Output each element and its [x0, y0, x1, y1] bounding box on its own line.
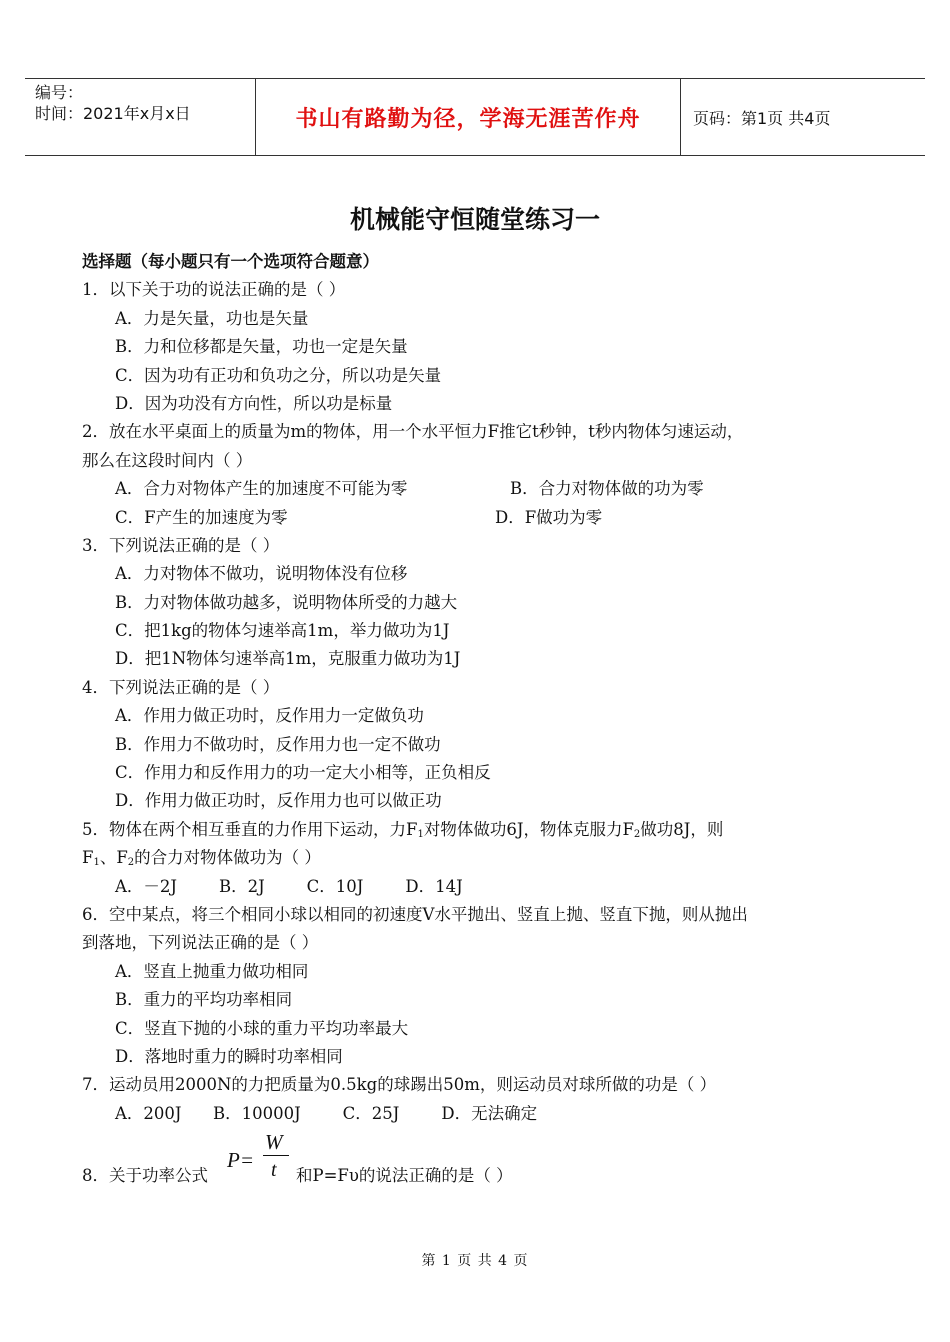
header-motto: 书山有路勤为径，学海无涯苦作舟 [255, 79, 681, 155]
q5-text-f: 的合力对物体做功为（ ） [134, 848, 321, 868]
q5-subscript-3: 1 [93, 857, 100, 869]
q7-stem: 7．运动员用2000N的力把质量为0.5kg的球踢出50m，则运动员对球所做的功是（ ） [82, 1075, 717, 1095]
q1-option-a: A．力是矢量，功也是矢量 [115, 308, 309, 328]
header-meta [25, 79, 255, 155]
q6-option-a: A．竖直上抛重力做功相同 [115, 961, 309, 981]
q5-subscript-4: 2 [127, 857, 135, 869]
q5-text-d: F [82, 848, 94, 868]
q3-option-d: D．把1N物体匀速举高1m，克服重力做功为1J [115, 649, 461, 669]
q3-option-c: C．把1kg的物体匀速举高1m，举力做功为1J [115, 621, 450, 641]
number-label: 编号： [35, 83, 84, 102]
q5-text-e: 、F [99, 848, 128, 868]
formula-lhs: P= [227, 1148, 254, 1173]
q6-option-c: C．竖直下抛的小球的重力平均功率最大 [115, 1018, 409, 1038]
q6-option-d: D．落地时重力的瞬时功率相同 [115, 1046, 343, 1066]
q4-option-c: C．作用力和反作用力的功一定大小相等，正负相反 [115, 763, 491, 783]
q5-text-b: 对物体做功6J，物体克服力F [423, 819, 634, 839]
q3-option-b: B．力对物体做功越多，说明物体所受的力越大 [115, 592, 458, 612]
page-footer: 第 1 页 共 4 页 [421, 1253, 529, 1269]
q4-stem: 4．下列说法正确的是（ ） [82, 677, 280, 697]
q4-option-d: D．作用力做正功时，反作用力也可以做正功 [115, 791, 442, 811]
q2-option-d: D．F做功为零 [495, 507, 603, 527]
q2-option-a: A．合力对物体产生的加速度不可能为零 [115, 479, 408, 499]
q2-options-row2 [82, 504, 872, 532]
q6-stem-line1: 6．空中某点，将三个相同小球以相同的初速度V水平抛出、竖直上抛、竖直下抛，则从抛出 [82, 904, 748, 924]
q3-option-a: A．力对物体不做功，说明物体没有位移 [115, 564, 408, 584]
q5-stem-line2 [82, 844, 872, 872]
formula-denominator: t [271, 1159, 277, 1182]
q8-stem [82, 1130, 872, 1190]
header-page-info: 页码：第1页 共4页 [693, 108, 831, 128]
q2-stem-line1: 2．放在水平桌面上的质量为m的物体，用一个水平恒力F推它t秒钟，t秒内物体匀速运动， [82, 422, 744, 442]
question-list [82, 248, 872, 1191]
q6-stem-line2: 到落地，下列说法正确的是（ ） [82, 933, 319, 953]
document-title: 机械能守恒随堂练习一 [349, 205, 600, 234]
page-header [25, 78, 925, 156]
q1-stem: 1．以下关于功的说法正确的是（ ） [82, 280, 346, 300]
q2-stem-line2: 那么在这段时间内（ ） [82, 450, 253, 470]
q2-option-b: B．合力对物体做的功为零 [510, 479, 704, 499]
q5-stem-line1 [82, 816, 872, 844]
q3-stem: 3．下列说法正确的是（ ） [82, 535, 280, 555]
q2-options-row1 [82, 475, 872, 503]
formula-numerator: W [265, 1130, 283, 1155]
power-formula [227, 1128, 297, 1188]
q1-option-c: C．因为功有正功和负功之分，所以功是矢量 [115, 365, 442, 385]
q5-subscript-1: 1 [417, 828, 424, 840]
q8-text-a: 8．关于功率公式 [82, 1166, 208, 1186]
q5-options: A．－2J B．2J C．10J D．14J [115, 876, 463, 896]
time-label: 时间：2021年x月x日 [35, 104, 191, 123]
q4-option-a: A．作用力做正功时，反作用力一定做负功 [115, 706, 424, 726]
q1-option-b: B．力和位移都是矢量，功也一定是矢量 [115, 337, 408, 357]
q7-options: A．200J B．10000J C．25J D．无法确定 [115, 1103, 538, 1123]
q8-text-b: 和P=Fυ的说法正确的是（ ） [296, 1166, 513, 1186]
q1-option-d: D．因为功没有方向性，所以功是标量 [115, 393, 393, 413]
section-heading: 选择题（每小题只有一个选项符合题意） [82, 252, 379, 271]
q2-option-c: C．F产生的加速度为零 [115, 507, 288, 527]
q4-option-b: B．作用力不做功时，反作用力也一定不做功 [115, 734, 441, 754]
q5-text-c: 做功8J，则 [640, 819, 724, 839]
q6-option-b: B．重力的平均功率相同 [115, 990, 293, 1010]
q5-text-a: 5．物体在两个相互垂直的力作用下运动，力F [82, 819, 418, 839]
q5-subscript-2: 2 [633, 828, 641, 840]
